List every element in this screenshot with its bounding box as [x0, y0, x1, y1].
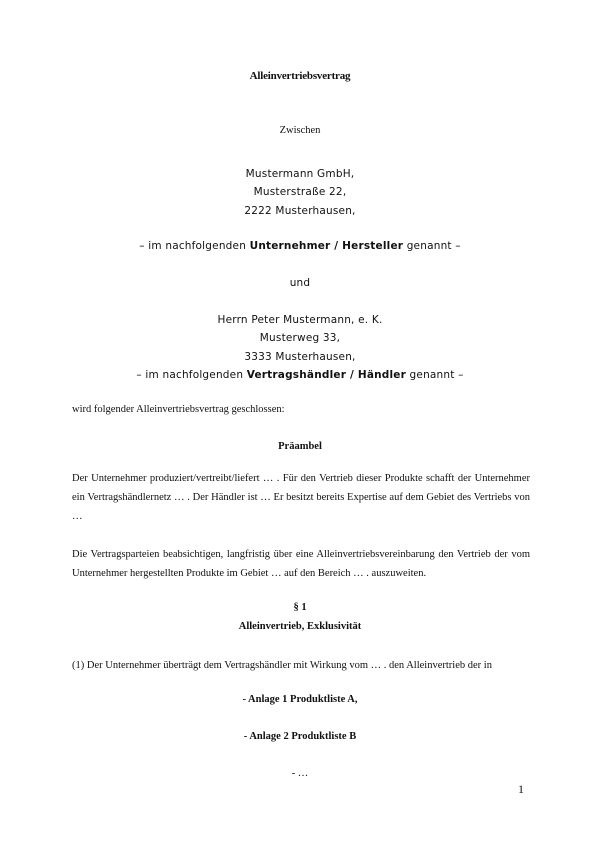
party1-role-prefix: – im nachfolgenden: [139, 240, 250, 252]
between-label: Zwischen: [279, 125, 321, 136]
party1-role-suffix: genannt –: [403, 240, 461, 252]
party1-role: [0, 240, 600, 252]
party1-role-bold: Unternehmer / Hersteller: [249, 240, 404, 252]
preamble-heading: Präambel: [278, 441, 322, 452]
party2-city: 3333 Musterhausen,: [244, 351, 356, 363]
party1-name: Mustermann GmbH,: [245, 168, 355, 180]
intro-text: wird folgender Alleinvertriebsvertrag geschlossen:: [72, 404, 285, 415]
section-1-heading: Alleinvertrieb, Exklusivität: [238, 621, 362, 632]
product-list-item: - Anlage 2 Produktliste B: [243, 731, 357, 742]
page-number: 1: [518, 782, 524, 796]
and-label: und: [289, 277, 311, 289]
party2-role: [0, 369, 600, 381]
preamble-paragraph-1: Der Unternehmer produziert/vertreibt/liefert … . Für den Vertrieb dieser Produkte schafft der Unternehmer ein Vertragshändlernetz … . Der Händler ist … Er besitzt bereits Expertise auf dem Gebiet des Vertriebs von …: [72, 473, 530, 522]
section-1-clause-1: (1) Der Unternehmer überträgt dem Vertragshändler mit Wirkung vom … . den Alleinvertrieb der in: [72, 660, 492, 671]
preamble-paragraph-2: Die Vertragsparteien beabsichtigen, langfristig über eine Alleinvertriebsvereinbarung den Vertrieb der vom Unternehmer hergestellten Produkte im Gebiet … auf den Bereich … . auszuweiten.: [72, 549, 530, 579]
party2-name: Herrn Peter Mustermann, e. K.: [217, 314, 383, 326]
party2-role-bold: Vertragshändler / Händler: [246, 369, 406, 381]
party2-role-suffix: genannt –: [406, 369, 464, 381]
party2-street: Musterweg 33,: [259, 332, 341, 344]
party2-role-prefix: – im nachfolgenden: [136, 369, 247, 381]
product-list-item: - Anlage 1 Produktliste A,: [242, 694, 358, 705]
document-title: Alleinvertriebsvertrag: [249, 70, 351, 82]
party1-street: Musterstraße 22,: [253, 186, 347, 198]
section-1-number: § 1: [293, 602, 307, 613]
party1-city: 2222 Musterhausen,: [244, 205, 356, 217]
product-list-item: - …: [291, 768, 309, 779]
